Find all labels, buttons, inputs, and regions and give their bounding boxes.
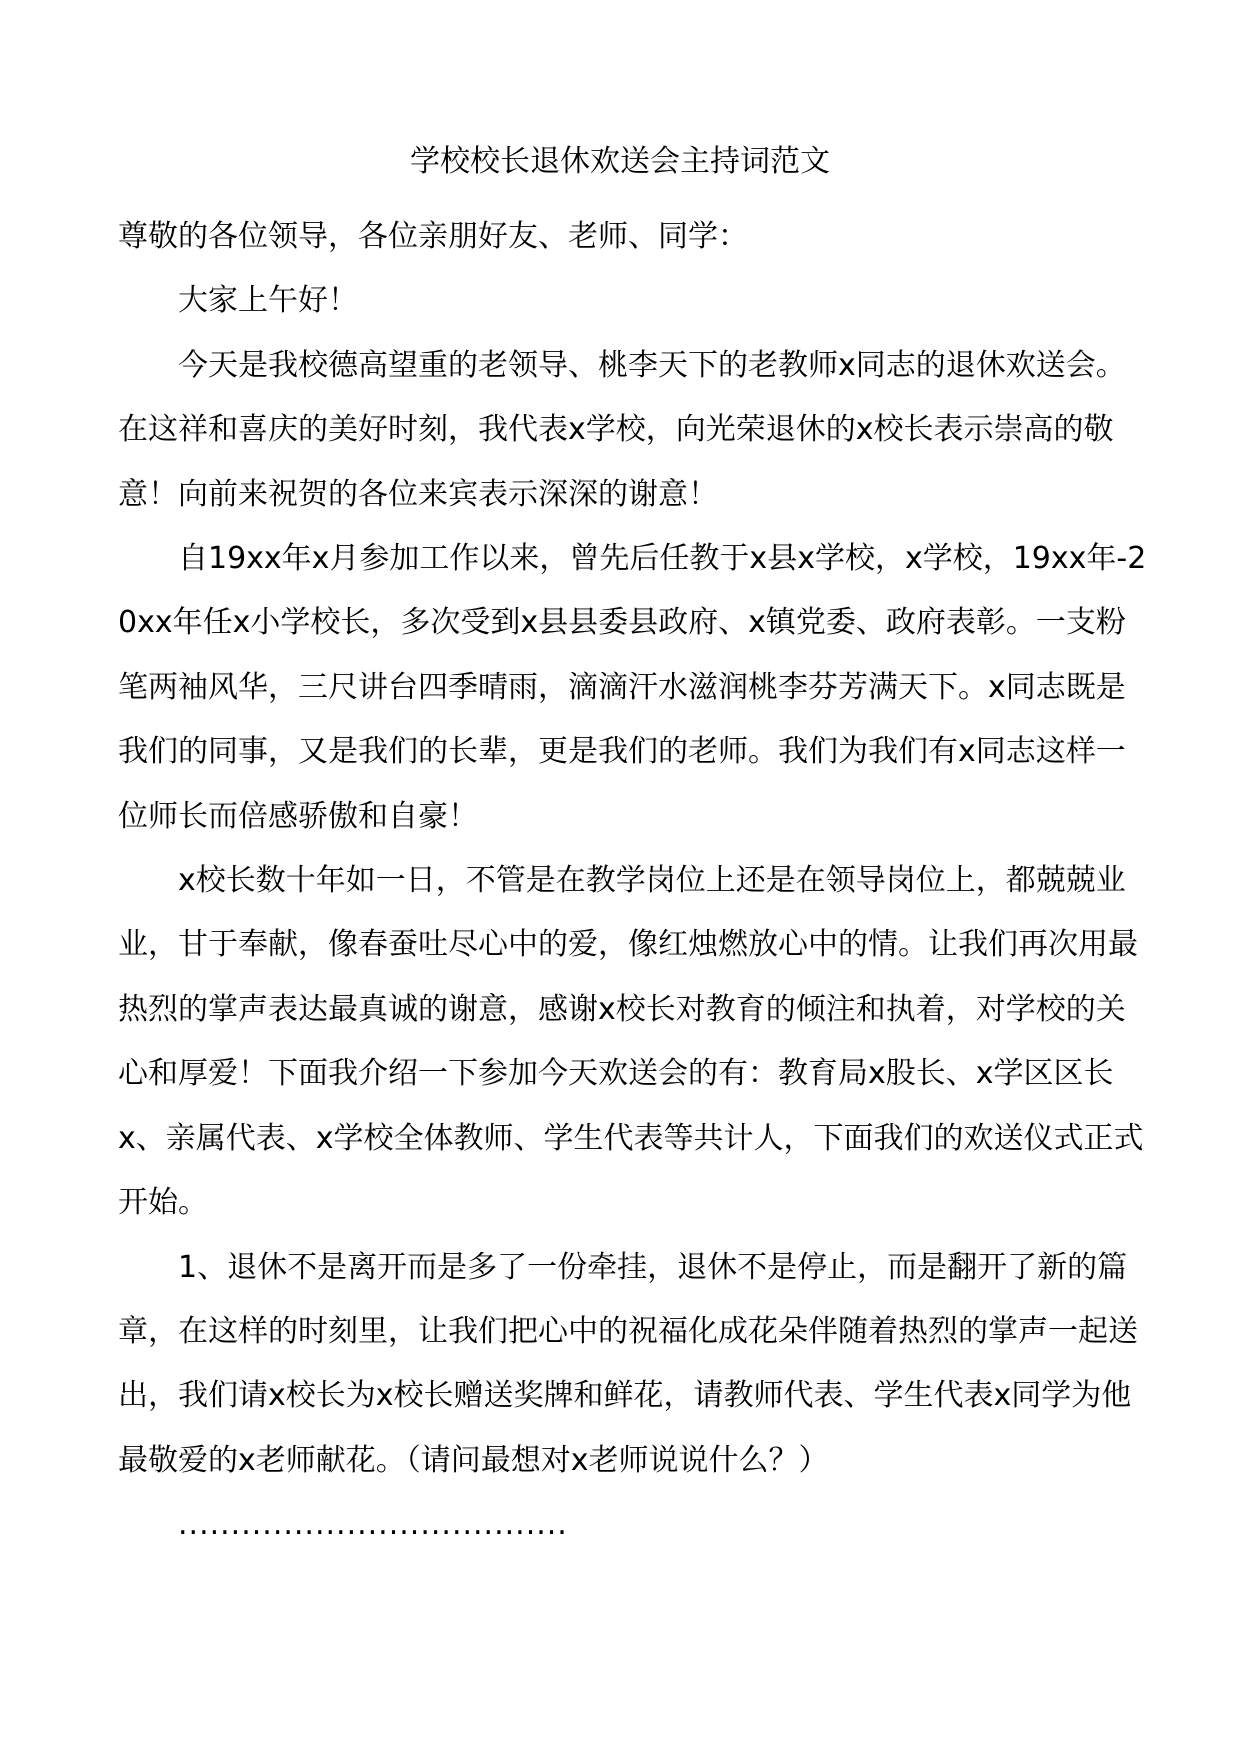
salutation: 尊敬的各位领导，各位亲朋好友、老师、同学： xyxy=(118,219,748,254)
paragraph-dedication: x校长数十年如一日，不管是在教学岗位上还是在领导岗位上，都兢兢业业，甘于奉献，像春蚕吐尽心中的爱，像红烛燃放心中的情。让我们再次用最热烈的掌声表达最真诚的谢意，感谢x校长对教育的倾注和执着，对学校的关心和厚爱！下面我介绍一下参加今天欢送会的有：教育局x股长、x学区区长x、亲属代表、x学校全体教师、学生代表等共计人，下面我们的欢送仪式正式开始。 xyxy=(118,863,1144,1221)
document-title: 学校校长退休欢送会主持词范文 xyxy=(410,144,830,179)
paragraph-greeting: 大家上午好！ xyxy=(178,283,358,319)
paragraph-ceremony-step-1: 1、退休不是离开而是多了一份牵挂，退休不是停止，而是翻开了新的篇章，在这样的时刻里，让我们把心中的祝福化成花朵伴随着热烈的掌声一起送出，我们请x校长为x校长赠送奖牌和鲜花，请教师代表、学生代表x同学为他最敬爱的x老师献花。（请问最想对x老师说说什么？） xyxy=(118,1249,1138,1478)
continuation-ellipsis: ..................................... xyxy=(178,1507,568,1543)
document-body xyxy=(118,205,1148,1558)
paragraph-introduction: 今天是我校德高望重的老领导、桃李天下的老教师x同志的退休欢送会。在这祥和喜庆的美好时刻，我代表x学校，向光荣退休的x校长表示崇高的敬意！向前来祝贺的各位来宾表示深深的谢意！ xyxy=(118,347,1126,512)
paragraph-career: 自19xx年x月参加工作以来，曾先后任教于x县x学校，x学校，19xx年-20xx年任x小学校长，多次受到x县县委县政府、x镇党委、政府表彰。一支粉笔两袖风华，三尺讲台四季晴雨，滴滴汗水滋润桃李芬芳满天下。x同志既是我们的同事，又是我们的长辈，更是我们的老师。我们为我们有x同志这样一位师长而倍感骄傲和自豪！ xyxy=(118,541,1147,834)
